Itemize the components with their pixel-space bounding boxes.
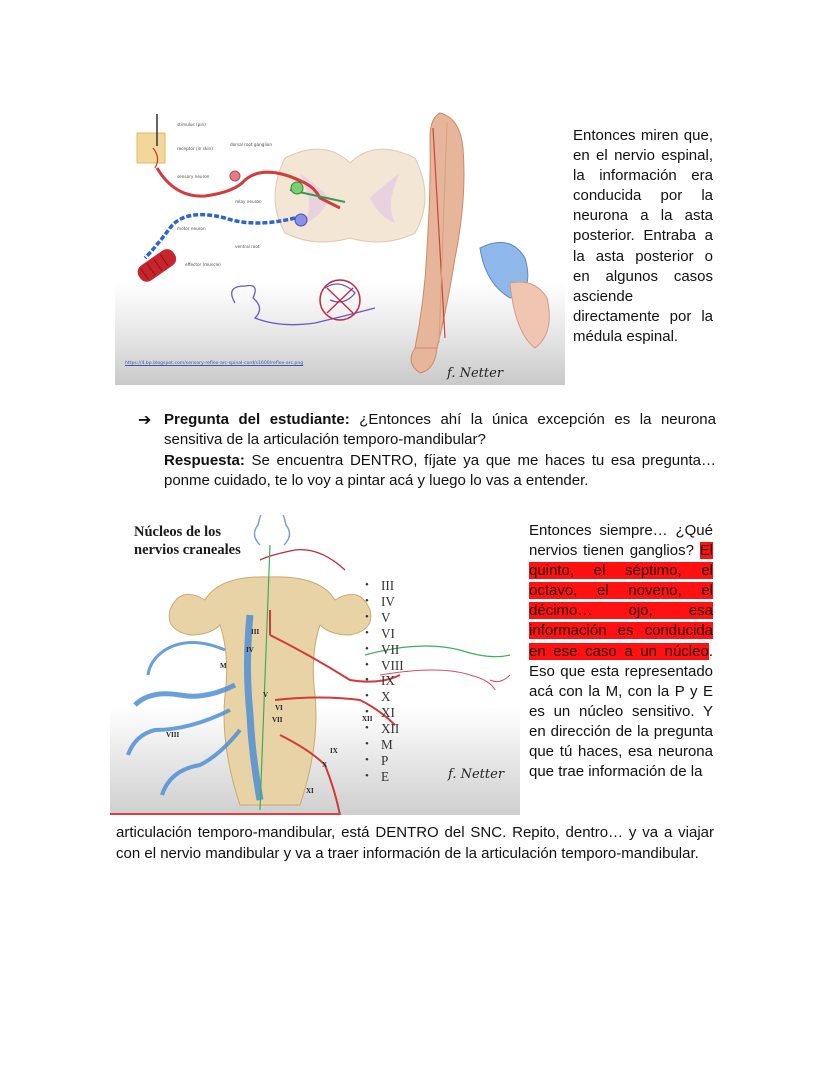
figure2-title-line2: nervios craneales — [134, 542, 241, 558]
question-label: Pregunta del estudiante: — [164, 411, 350, 428]
dlabel-vi: VI — [275, 704, 283, 712]
nucleus-item: • M — [365, 737, 404, 753]
side2-before: Entonces siempre… ¿Qué nervios tienen ganglios? — [529, 522, 713, 560]
label-ventral-root: ventral root — [235, 244, 260, 249]
highlighted-text: El quinto, el séptimo, el octavo, el noveno, el décimo… ojo, esa información es conducida en ese caso a un núcleo — [529, 542, 713, 660]
nucleus-item: • VI — [365, 626, 404, 642]
side-paragraph-ganglia — [529, 521, 713, 782]
nucleus-item: • XII — [365, 721, 404, 737]
nucleus-item: • VIII — [365, 658, 404, 674]
figure-source-url: https://4.bp.blogspot.com/sensory-reflex-arc-spinal-cord/s1600/reflex-arc.png — [125, 361, 304, 366]
nuclei-list — [365, 578, 404, 785]
spinal-cord — [275, 149, 425, 242]
nucleus-item: • V — [365, 610, 404, 626]
label-dorsal-root-ganglion: dorsal root ganglion — [230, 142, 272, 147]
nucleus-item: • X — [365, 689, 404, 705]
dlabel-ix: IX — [330, 747, 338, 755]
dlabel-x: X — [322, 761, 328, 769]
question-paragraph — [164, 410, 716, 451]
dlabel-m: M — [220, 662, 227, 670]
nucleus-item: • IX — [365, 673, 404, 689]
label-motor-neuron: motor neuron — [177, 226, 206, 231]
question-text: ¿Entonces ahí la única excepción es la neurona sensitiva de la articulación temporo-mandibular? — [164, 411, 716, 449]
dlabel-xi: XI — [306, 787, 314, 795]
dlabel-viii: VIII — [166, 731, 180, 739]
effector-muscle — [135, 246, 180, 285]
netter-signature-2: f. Netter — [448, 767, 505, 782]
nucleus-item: • E — [365, 769, 404, 785]
arrow-bullet-icon: ➔ — [138, 410, 152, 429]
figure2-title — [134, 523, 241, 559]
arm-illustration — [411, 113, 549, 373]
nucleus-item: • P — [365, 753, 404, 769]
relay-neuron — [291, 182, 303, 194]
label-stimulus: stimulus (pin) — [177, 122, 206, 127]
answer-text: Se encuentra DENTRO, fíjate ya que me haces tu esa pregunta… ponme cuidado, te lo voy a pintar acá y luego lo vas a entender. — [164, 451, 716, 489]
label-receptor: receptor (in skin) — [177, 146, 213, 151]
student-question-block — [138, 410, 716, 491]
dorsal-root-ganglion — [230, 171, 240, 181]
bottom-paragraph: articulación temporo-mandibular, está DENTRO del SNC. Repito, dentro… y va a viajar con el nervio mandibular y va a traer información de la articulación temporo-mandibular. — [116, 824, 714, 862]
dlabel-xii: XII — [362, 715, 373, 723]
dlabel-iii: III — [251, 628, 260, 636]
netter-signature: f. Netter — [447, 366, 504, 381]
skin-block — [137, 133, 165, 163]
answer-paragraph — [164, 451, 716, 492]
reflex-arc-diagram — [115, 108, 565, 385]
side2-after: . Eso que esta representado acá con la M, con la P y E es un núcleo sensitivo. Y en dirección de la pregunta que tú haces, esa neurona que trae información de la — [529, 642, 713, 781]
label-effector: effector (muscle) — [185, 262, 221, 267]
dlabel-v: V — [263, 691, 269, 699]
nucleus-item: • VII — [365, 642, 404, 658]
side-paragraph-spinal-nerve: Entonces miren que, en el nervio espinal, la información era conducida por la neurona a la asta posterior. Entraba a la asta posterior o en algunos casos asciende directamente por la médula espinal. — [573, 127, 713, 345]
nucleus-item: • XI — [365, 705, 404, 721]
answer-label: Respuesta: — [164, 451, 245, 469]
figure2-title-line1: Núcleos de los — [134, 524, 221, 540]
label-relay-neuron: relay neuron — [235, 199, 262, 204]
reflex-arc-figure — [115, 108, 565, 385]
dlabel-vii: VII — [272, 716, 283, 724]
nucleus-item: • III — [365, 578, 404, 594]
dlabel-iv: IV — [246, 646, 254, 654]
label-sensory-neuron: sensory neuron — [177, 174, 210, 179]
cranial-nerve-nuclei-figure — [110, 515, 520, 815]
nucleus-item: • IV — [365, 594, 404, 610]
